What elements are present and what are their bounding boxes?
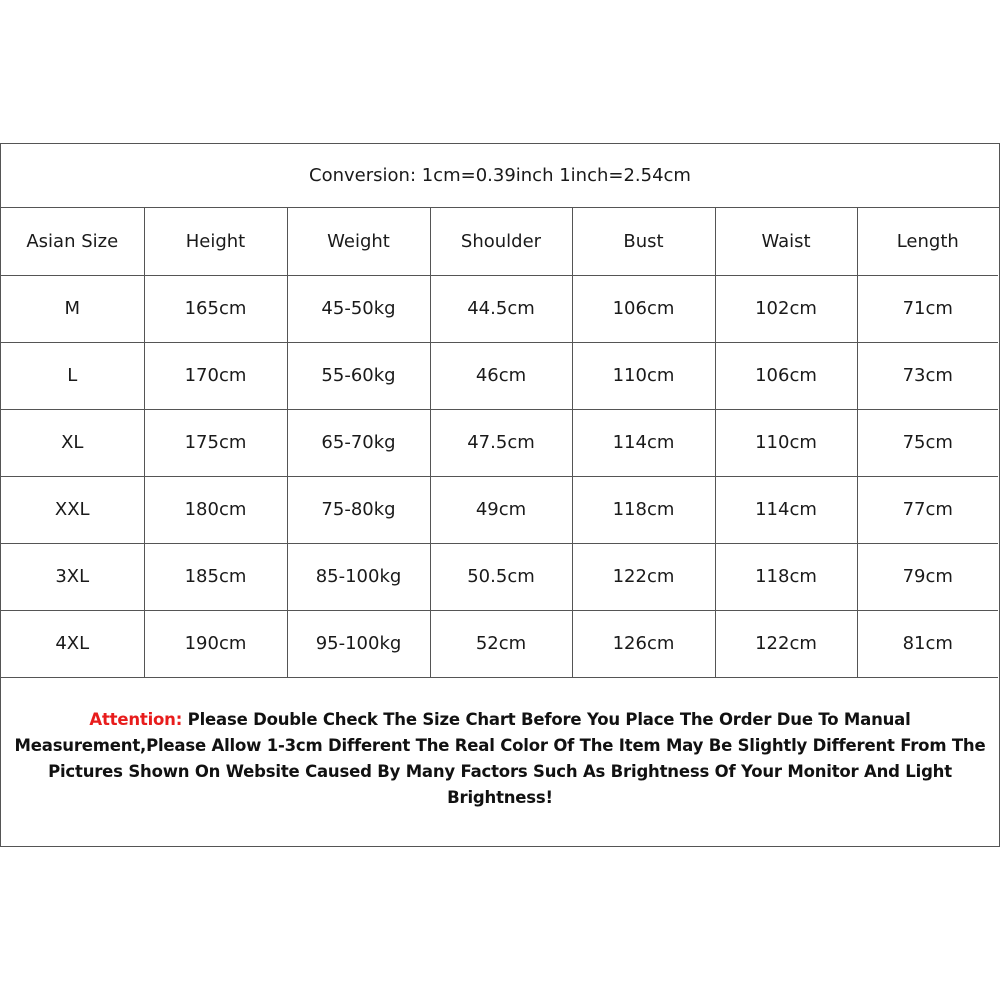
table-cell: 180cm — [144, 476, 287, 543]
table-cell: 114cm — [715, 476, 857, 543]
table-cell: 49cm — [430, 476, 572, 543]
table-cell: 46cm — [430, 342, 572, 409]
header-asian-size: Asian Size — [1, 208, 144, 275]
table-cell: 79cm — [857, 543, 998, 610]
table-cell: 71cm — [857, 275, 998, 342]
table-cell: 185cm — [144, 543, 287, 610]
table-cell: 47.5cm — [430, 409, 572, 476]
header-weight: Weight — [287, 208, 430, 275]
conversion-note: Conversion: 1cm=0.39inch 1inch=2.54cm — [1, 144, 999, 208]
table-cell: 170cm — [144, 342, 287, 409]
table-cell: 114cm — [572, 409, 715, 476]
table-cell: 50.5cm — [430, 543, 572, 610]
table-cell: 102cm — [715, 275, 857, 342]
table-row — [1, 476, 998, 543]
header-waist: Waist — [715, 208, 857, 275]
attention-note — [1, 678, 999, 840]
table-row — [1, 342, 998, 409]
table-row — [1, 610, 998, 677]
table-row — [1, 409, 998, 476]
header-height: Height — [144, 208, 287, 275]
table-cell: 175cm — [144, 409, 287, 476]
table-cell: 81cm — [857, 610, 998, 677]
table-cell: 75cm — [857, 409, 998, 476]
table-cell: 106cm — [715, 342, 857, 409]
table-cell: 165cm — [144, 275, 287, 342]
table-cell: 45-50kg — [287, 275, 430, 342]
table-cell: XL — [1, 409, 144, 476]
table-row — [1, 543, 998, 610]
size-table — [1, 208, 998, 678]
table-cell: 106cm — [572, 275, 715, 342]
table-cell: 85-100kg — [287, 543, 430, 610]
table-row — [1, 275, 998, 342]
table-cell: 52cm — [430, 610, 572, 677]
table-cell: 44.5cm — [430, 275, 572, 342]
table-cell: 110cm — [572, 342, 715, 409]
table-cell: 55-60kg — [287, 342, 430, 409]
table-cell: 122cm — [715, 610, 857, 677]
table-cell: 95-100kg — [287, 610, 430, 677]
table-cell: 190cm — [144, 610, 287, 677]
table-cell: 3XL — [1, 543, 144, 610]
header-length: Length — [857, 208, 998, 275]
table-cell: 110cm — [715, 409, 857, 476]
table-cell: XXL — [1, 476, 144, 543]
size-chart — [0, 143, 1000, 847]
attention-label: Attention: — [89, 709, 183, 729]
attention-text — [11, 707, 989, 811]
table-cell: 73cm — [857, 342, 998, 409]
header-bust: Bust — [572, 208, 715, 275]
table-cell: 126cm — [572, 610, 715, 677]
attention-body: Please Double Check The Size Chart Before You Place The Order Due To Manual Measurement,Please Allow 1-3cm Different The Real Color Of The Item May Be Slightly Different From The Pictures Shown On Website Caused By Many Factors Such As Brightness Of Your Monitor And Light Brightness! — [14, 709, 986, 807]
table-cell: 75-80kg — [287, 476, 430, 543]
table-cell: M — [1, 275, 144, 342]
table-cell: 118cm — [572, 476, 715, 543]
table-header-row — [1, 208, 998, 275]
table-cell: 122cm — [572, 543, 715, 610]
table-cell: 118cm — [715, 543, 857, 610]
header-shoulder: Shoulder — [430, 208, 572, 275]
table-cell: L — [1, 342, 144, 409]
table-cell: 65-70kg — [287, 409, 430, 476]
table-cell: 77cm — [857, 476, 998, 543]
table-cell: 4XL — [1, 610, 144, 677]
